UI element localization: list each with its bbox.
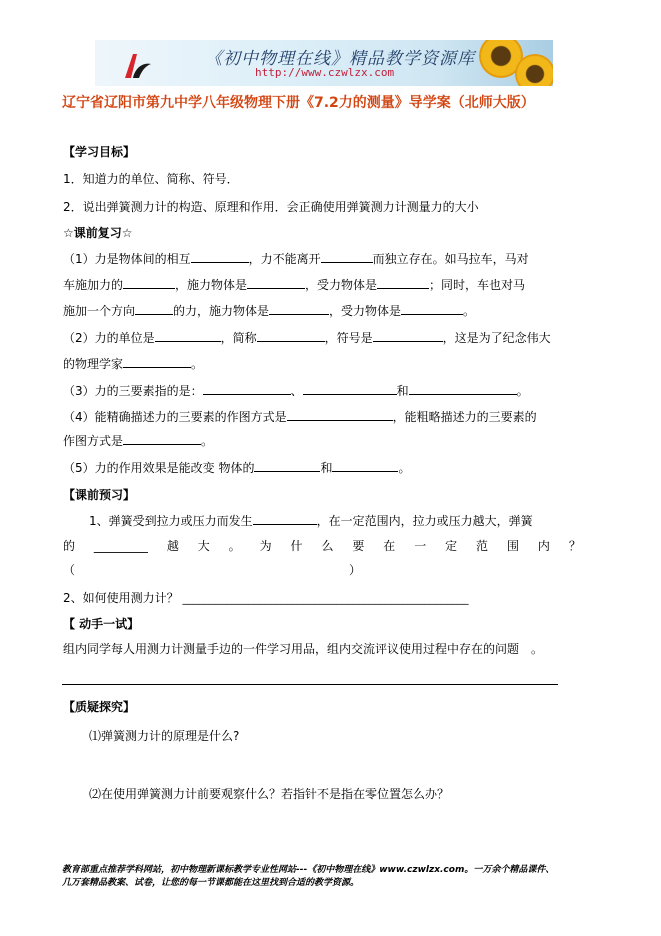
footer-line-2: 几万套精品教案、试卷，让您的每一节课都能在这里找到合适的教学资源。 [62, 878, 360, 888]
review-q4-line1: （4）能精确描述力的三要素的作图方式是 ，能粗略描述力的三要素的 [63, 410, 537, 424]
preview-heading: 【课前预习】 [63, 488, 136, 502]
blank[interactable] [123, 276, 175, 289]
blank[interactable] [321, 250, 373, 263]
blank[interactable] [191, 250, 249, 263]
blank[interactable] [123, 355, 191, 368]
try-text: 组内同学每人用测力计测量手边的一件学习用品，组内交流评议使用过程中存在的问题 。 [63, 642, 544, 656]
review-q2-line1: （2）力的单位是 ，简称 ，符号是 ，这是为了纪念伟大 [63, 331, 551, 345]
blank[interactable] [377, 276, 429, 289]
blank[interactable] [155, 329, 221, 342]
review-q1-line3: 施加一个方向 的力，施力物体是 ，受力物体是 。 [63, 304, 476, 318]
goal-item-2: 2．说出弹簧测力计的构造、原理和作用．会正确使用弹簧测力计测量力的大小 [63, 200, 479, 214]
review-q1-line1: （1）力是物体间的相互 ，力不能离开 而独立存在。如马拉车，马对 [63, 252, 529, 266]
review-q1-line2: 车施加力的 ，施力物体是 ，受力物体是 ；同时，车也对马 [63, 278, 526, 292]
blank[interactable] [303, 382, 397, 395]
blank[interactable] [269, 302, 329, 315]
sunflower-icon [515, 54, 553, 86]
preview-p1-line2: 的 _________ 越 大 。 为 什 么 要 在 一 定 范 围 内 ？ [63, 539, 581, 553]
answer-blank[interactable]: ____________________________________________________ [182, 592, 469, 605]
review-q3: （3）力的三要素指的是： 、 和 。 [63, 384, 529, 398]
blank[interactable] [254, 459, 320, 472]
review-q5: （5）力的作用效果是能改变 物体的 和 。 [63, 461, 411, 475]
blank[interactable] [409, 382, 517, 395]
inquiry-q2: ⑵在使用弹簧测力计前要观察什么？若指针不是指在零位置怎么办？ [89, 787, 450, 801]
goal-item-1: 1．知道力的单位、简称、符号． [63, 172, 239, 186]
review-q4-line2: 作图方式是 。 [63, 434, 214, 448]
blank[interactable] [135, 302, 173, 315]
inquiry-q1: ⑴弹簧测力计的原理是什么? [89, 729, 240, 743]
try-heading: 【 动手一试】 [63, 617, 140, 631]
inquiry-heading: 【质疑探究】 [63, 700, 136, 714]
blank[interactable] [203, 382, 291, 395]
blank[interactable] [401, 302, 463, 315]
preview-p2: 2、如何使用测力计？ ____________________________________________________ [63, 591, 469, 605]
blank[interactable] [247, 276, 305, 289]
paren-close: ） [349, 563, 362, 577]
paren-open: （ [63, 563, 76, 577]
blank[interactable] [123, 432, 201, 445]
blank[interactable] [373, 329, 443, 342]
blank[interactable] [332, 459, 398, 472]
banner-url[interactable]: http://www.czwlzx.com [255, 66, 395, 79]
banner-title: 《初中物理在线》精品教学资源库 [205, 49, 475, 69]
logo-icon [121, 48, 153, 80]
document-title: 辽宁省辽阳市第九中学八年级物理下册《7.2力的测量》导学案（北师大版） [62, 95, 535, 111]
footer-line-1: 教育部重点推荐学科网站，初中物理新课标教学专业性网站---《初中物理在线》www.czwlzx.com。一万余个精品课件、 [62, 865, 555, 875]
preview-p1-line1: 1、弹簧受到拉力或压力而发生 ，在一定范围内，拉力或压力越大，弹簧 [89, 514, 533, 528]
blank[interactable] [253, 512, 317, 525]
review-q2-line2: 的物理学家 。 [63, 357, 204, 371]
review-heading: ☆课前复习☆ [63, 226, 133, 240]
answer-line[interactable] [62, 684, 558, 685]
blank[interactable] [257, 329, 325, 342]
header-banner [95, 40, 553, 86]
goals-heading: 【学习目标】 [63, 145, 136, 159]
blank[interactable] [287, 408, 393, 421]
